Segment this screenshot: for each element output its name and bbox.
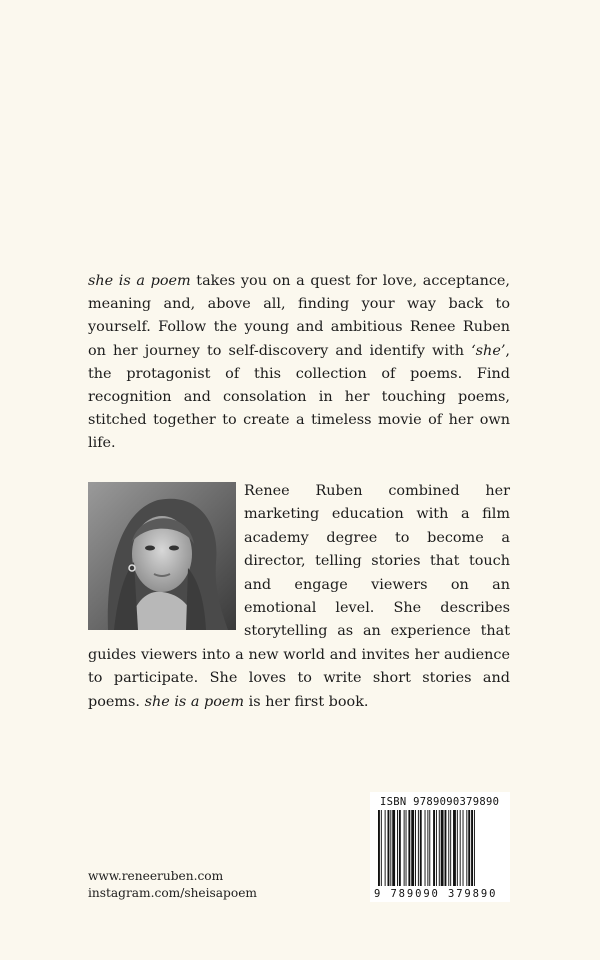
barcode-bar xyxy=(415,810,416,886)
contact-links xyxy=(88,868,257,902)
bio-text-tail: is her first book. xyxy=(244,693,369,710)
barcode-bar xyxy=(411,810,414,886)
isbn-barcode xyxy=(370,792,510,902)
back-cover-blurb xyxy=(88,270,510,456)
barcode-bar xyxy=(381,810,382,886)
barcode-bar xyxy=(406,810,407,886)
barcode-bar xyxy=(404,810,405,886)
barcode-bar xyxy=(408,810,410,886)
barcode-bar xyxy=(448,810,449,886)
barcode-bar xyxy=(429,810,430,886)
barcode-bar xyxy=(399,810,401,886)
barcode-bar xyxy=(427,810,428,886)
barcode-bar xyxy=(390,810,391,886)
she-italic: ‘she’ xyxy=(471,342,506,359)
barcode-bar xyxy=(436,810,437,886)
barcode-bar xyxy=(466,810,467,886)
bio-text: Renee Ruben combined her marketing education with a film academy degree to become a director, telling stories that touch and engage viewers on an emotional level. She describes storytelling as an experience that guides viewers into a new world and invites her audience to participate. She loves to write short stories and poems. xyxy=(88,483,510,710)
barcode-bar xyxy=(441,810,444,886)
author-bio xyxy=(88,480,510,714)
blurb-text-part-1: takes you on a quest for love, acceptance, meaning and, above all, finding your way back to yourself. Follow the young and ambitious Renee Ruben on her journey to self-discovery and identify with xyxy=(88,273,510,359)
barcode-bar xyxy=(425,810,426,886)
barcode-digits: 9 789090 379890 xyxy=(374,888,498,900)
bio-book-title-italic: she is a poem xyxy=(144,693,245,710)
barcode-bar xyxy=(474,810,475,886)
barcode-bars xyxy=(378,810,502,886)
barcode-bar xyxy=(433,810,435,886)
barcode-bar xyxy=(457,810,458,886)
book-title-italic: she is a poem xyxy=(88,273,191,289)
barcode-bar xyxy=(388,810,390,886)
barcode-bar xyxy=(418,810,419,886)
barcode-bar xyxy=(378,810,380,886)
instagram-link[interactable]: instagram.com/sheisapoem xyxy=(88,886,257,900)
website-link[interactable]: www.reneeruben.com xyxy=(88,869,224,883)
barcode-bar xyxy=(392,810,395,886)
barcode-bar xyxy=(468,810,470,886)
barcode-bar xyxy=(385,810,386,886)
barcode-bar xyxy=(463,810,464,886)
barcode-bar xyxy=(397,810,398,886)
barcode-bar xyxy=(420,810,422,886)
barcode-bar xyxy=(439,810,440,886)
barcode-bar xyxy=(460,810,461,886)
barcode-bar xyxy=(471,810,473,886)
barcode-bar xyxy=(453,810,456,886)
blurb-text-part-2: , the protagonist of this collection of poems. Find recognition and consolation in her touching poems, stitched together to create a timeless movie of her own life. xyxy=(88,342,510,452)
barcode-bar xyxy=(450,810,451,886)
barcode-bar xyxy=(445,810,447,886)
isbn-label: ISBN 9789090379890 xyxy=(380,796,500,808)
